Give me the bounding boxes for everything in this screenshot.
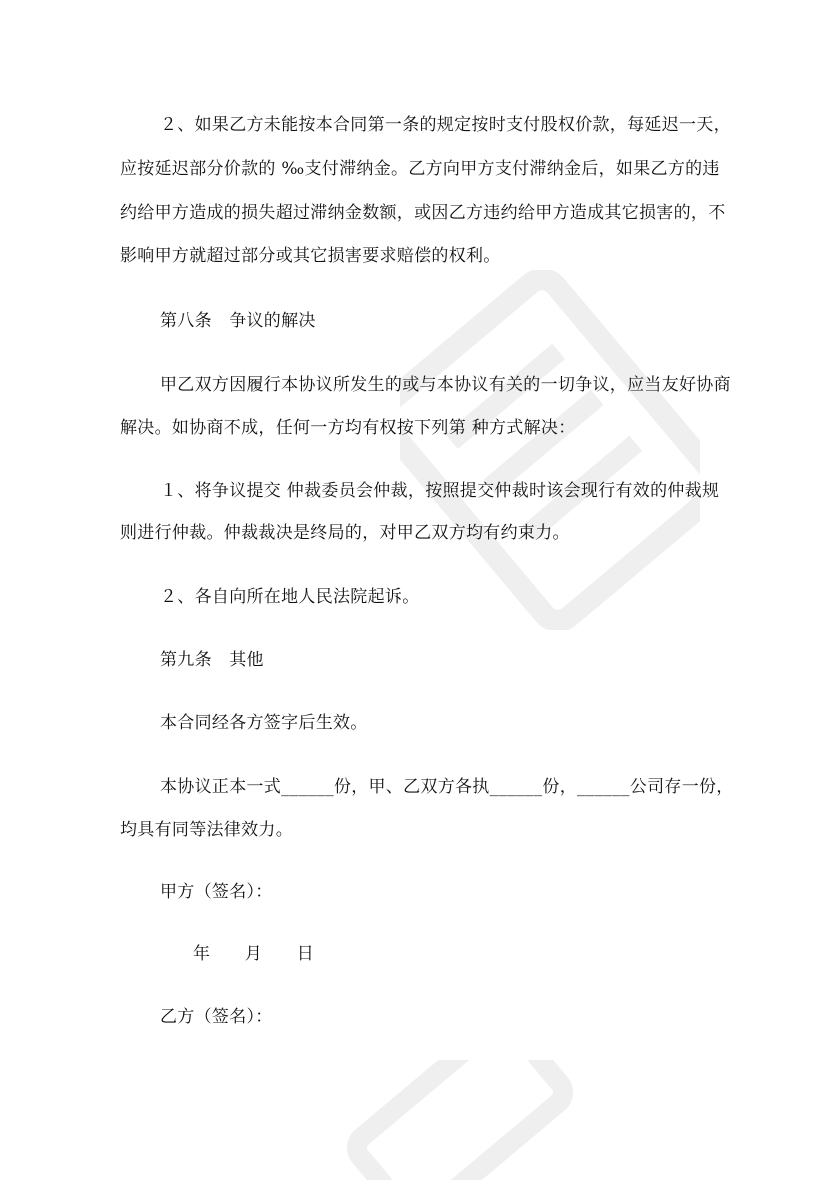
watermark-logo-bottom: [330, 1060, 590, 1180]
article8-item1-line2: 则进行仲裁。仲裁裁决是终局的，对甲乙双方均有约束力。: [120, 523, 570, 543]
party-a-signature-label: 甲方（签名）：: [160, 882, 273, 902]
party-b-signature-label: 乙方（签名）：: [160, 1007, 273, 1027]
signature-date: 年 月 日: [193, 944, 315, 964]
article9-copies-line2: 均具有同等法律效力。: [120, 820, 293, 840]
watermark-bottom: [330, 1060, 590, 1184]
watermark-logo: [400, 270, 700, 630]
watermark: [400, 270, 700, 634]
clause7-item2-line1: ２、如果乙方未能按本合同第一条的规定按时支付股权价款，每延迟一天，: [160, 115, 731, 135]
clause7-item2-line2: 应按延迟部分价款的 ‰支付滞纳金。乙方向甲方支付滞纳金后，如果乙方的违: [120, 159, 720, 179]
article9-effect: 本合同经各方签字后生效。: [160, 713, 368, 733]
article8-item2: ２、各自向所在地人民法院起诉。: [160, 587, 420, 607]
article9-heading: 第九条 其他: [160, 650, 264, 670]
article8-item1-line1: １、将争议提交 仲裁委员会仲裁，按照提交仲裁时该会现行有效的仲裁规: [160, 481, 720, 501]
article8-para-line2: 解决。如协商不成，任何一方均有权按下列第 种方式解决：: [120, 418, 576, 438]
clause7-item2-line4: 影响甲方就超过部分或其它损害要求赔偿的权利。: [120, 246, 501, 266]
clause7-item2-line3: 约给甲方造成的损失超过滞纳金数额，或因乙方违约给甲方造成其它损害的，不: [120, 203, 726, 223]
article8-para-line1: 甲乙双方因履行本协议所发生的或与本协议有关的一切争议，应当友好协商: [160, 375, 731, 395]
article9-copies-line1: 本协议正本一式______份，甲、乙双方各执______份，______公司存一份，: [160, 777, 734, 797]
article8-heading: 第八条 争议的解决: [160, 311, 316, 331]
